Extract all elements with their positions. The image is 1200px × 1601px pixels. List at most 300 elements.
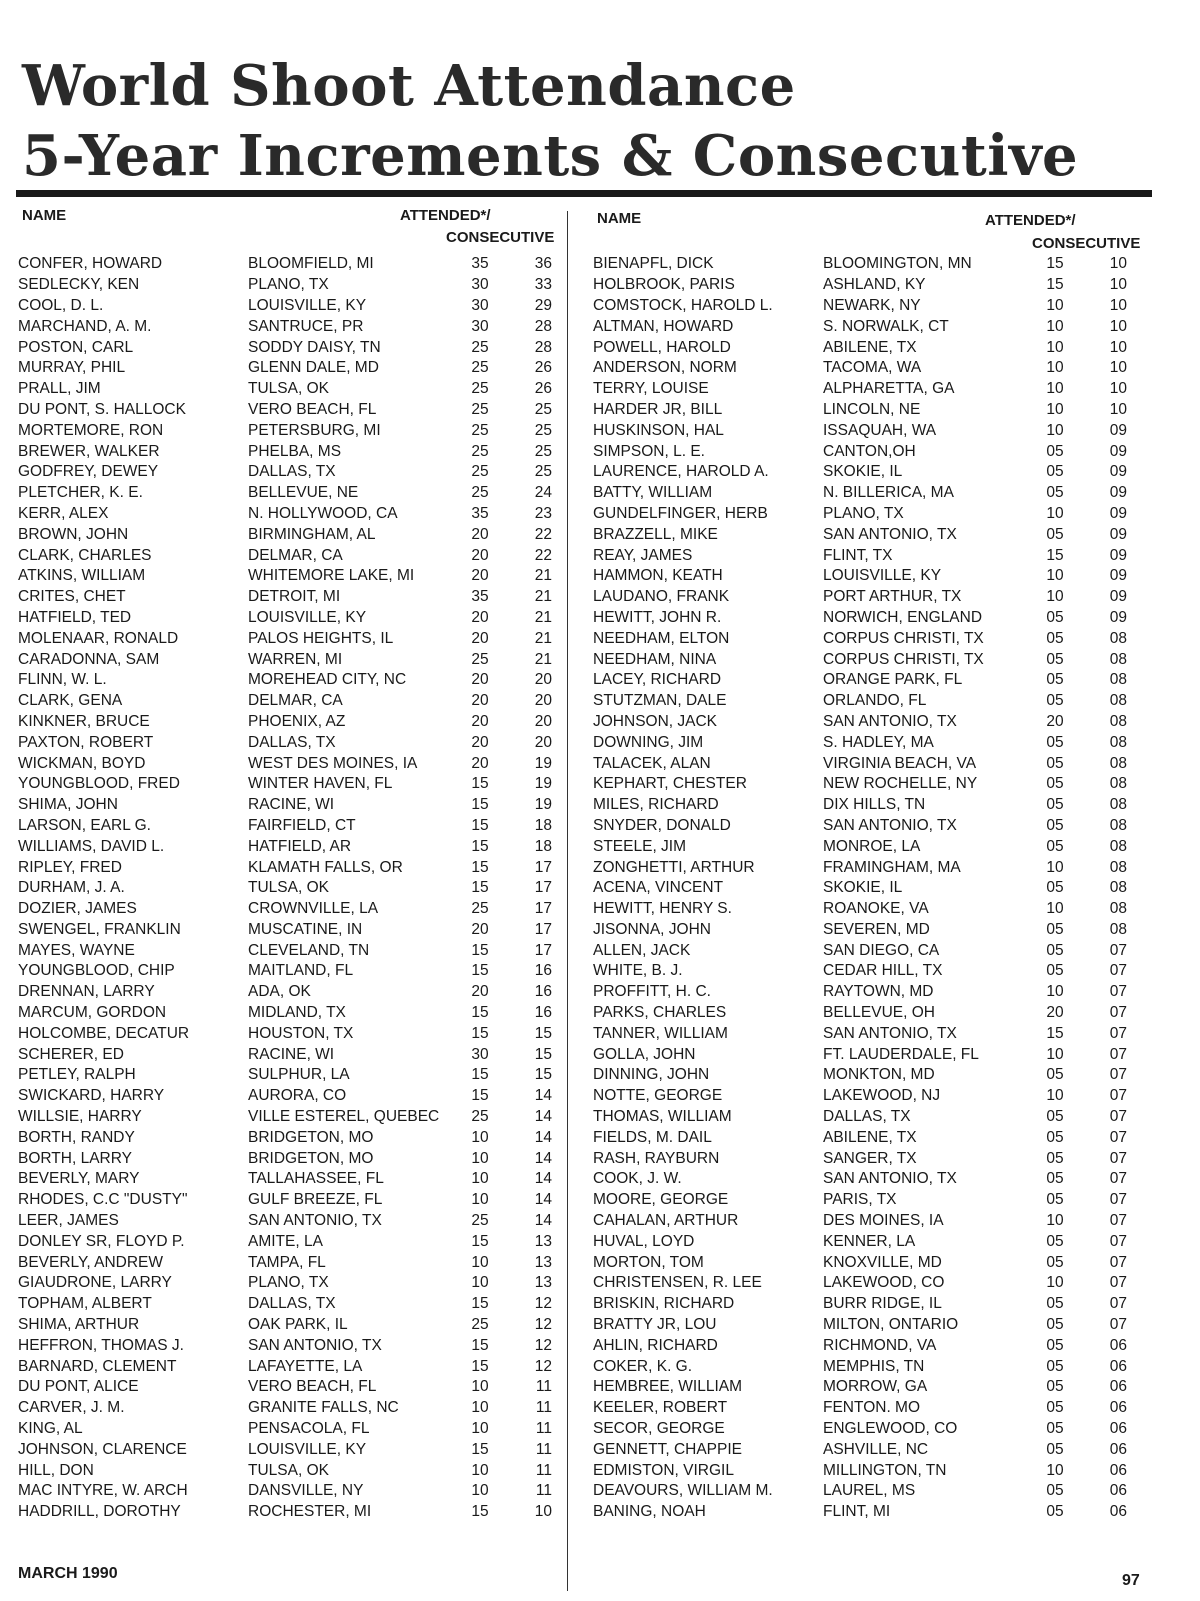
shooter-city: WEST DES MOINES, IA xyxy=(248,754,418,772)
attended-count: 20 xyxy=(1046,712,1064,730)
table-row xyxy=(18,857,578,878)
attended-count: 15 xyxy=(471,941,489,959)
table-row xyxy=(18,670,578,691)
attended-count: 15 xyxy=(1046,255,1064,273)
table-row xyxy=(593,1419,1153,1440)
attended-count: 10 xyxy=(471,1274,489,1292)
title-rule xyxy=(16,190,1152,197)
shooter-city: PENSACOLA, FL xyxy=(248,1420,370,1438)
attended-count: 15 xyxy=(471,1024,489,1042)
consecutive-count: 14 xyxy=(534,1087,552,1105)
shooter-city: ABILENE, TX xyxy=(823,1128,917,1146)
shooter-name: CLARK, CHARLES xyxy=(18,546,152,564)
shooter-city: ORLANDO, FL xyxy=(823,692,927,710)
table-row xyxy=(593,982,1153,1003)
consecutive-count: 17 xyxy=(534,941,552,959)
consecutive-count: 07 xyxy=(1109,1108,1127,1126)
table-row xyxy=(593,337,1153,358)
consecutive-count: 21 xyxy=(534,567,552,585)
shooter-name: LARSON, EARL G. xyxy=(18,816,151,834)
shooter-city: TAMPA, FL xyxy=(248,1253,326,1271)
table-row xyxy=(593,691,1153,712)
table-row xyxy=(18,1481,578,1502)
shooter-city: CANTON,OH xyxy=(823,442,916,460)
consecutive-count: 08 xyxy=(1109,920,1127,938)
table-row xyxy=(18,1148,578,1169)
attended-count: 20 xyxy=(471,608,489,626)
table-row xyxy=(593,795,1153,816)
shooter-name: COMSTOCK, HAROLD L. xyxy=(593,296,773,314)
shooter-name: HAMMON, KEATH xyxy=(593,567,723,585)
shooter-name: COOL, D. L. xyxy=(18,296,104,314)
attended-count: 10 xyxy=(471,1420,489,1438)
shooter-name: LAURENCE, HAROLD A. xyxy=(593,463,769,481)
consecutive-count: 29 xyxy=(534,296,552,314)
right-attended-header: ATTENDED*/ xyxy=(985,212,1076,229)
shooter-city: N. HOLLYWOOD, CA xyxy=(248,504,398,522)
table-row xyxy=(18,524,578,545)
table-row xyxy=(593,545,1153,566)
table-row xyxy=(593,1273,1153,1294)
shooter-name: MURRAY, PHIL xyxy=(18,359,126,377)
shooter-city: TULSA, OK xyxy=(248,1461,329,1479)
table-row xyxy=(18,878,578,899)
table-row xyxy=(593,358,1153,379)
attended-count: 15 xyxy=(471,1336,489,1354)
shooter-city: GRANITE FALLS, NC xyxy=(248,1399,399,1417)
shooter-name: GENNETT, CHAPPIE xyxy=(593,1440,742,1458)
attended-count: 05 xyxy=(1046,1128,1064,1146)
shooter-city: CORPUS CHRISTI, TX xyxy=(823,650,984,668)
table-row xyxy=(18,1502,578,1523)
attended-count: 10 xyxy=(471,1482,489,1500)
consecutive-count: 10 xyxy=(1109,276,1127,294)
table-row xyxy=(593,1294,1153,1315)
table-row xyxy=(593,566,1153,587)
shooter-name: PETLEY, RALPH xyxy=(18,1066,136,1084)
attended-count: 25 xyxy=(471,421,489,439)
attended-count: 10 xyxy=(1046,317,1064,335)
consecutive-count: 10 xyxy=(1109,317,1127,335)
table-row xyxy=(593,732,1153,753)
attended-count: 25 xyxy=(471,463,489,481)
consecutive-count: 09 xyxy=(1109,421,1127,439)
consecutive-count: 11 xyxy=(535,1378,552,1396)
shooter-city: NEW ROCHELLE, NY xyxy=(823,775,978,793)
attended-count: 15 xyxy=(471,796,489,814)
shooter-name: BRISKIN, RICHARD xyxy=(593,1295,735,1313)
shooter-name: JOHNSON, JACK xyxy=(593,712,718,730)
table-row xyxy=(18,1377,578,1398)
shooter-name: SEDLECKY, KEN xyxy=(18,276,140,294)
table-row xyxy=(593,441,1153,462)
shooter-name: BRAZZELL, MIKE xyxy=(593,525,718,543)
attended-count: 10 xyxy=(1046,900,1064,918)
table-row xyxy=(18,379,578,400)
consecutive-count: 11 xyxy=(535,1420,552,1438)
shooter-name: ANDERSON, NORM xyxy=(593,359,737,377)
shooter-city: MONROE, LA xyxy=(823,837,921,855)
table-row xyxy=(593,1231,1153,1252)
shooter-city: BLOOMINGTON, MN xyxy=(823,255,972,273)
consecutive-count: 17 xyxy=(534,858,552,876)
consecutive-count: 10 xyxy=(1109,296,1127,314)
shooter-city: SAN ANTONIO, TX xyxy=(823,712,957,730)
attended-count: 05 xyxy=(1046,525,1064,543)
shooter-name: HEFFRON, THOMAS J. xyxy=(18,1336,184,1354)
table-row xyxy=(18,1252,578,1273)
right-name-header: NAME xyxy=(597,210,642,227)
shooter-name: MAC INTYRE, W. ARCH xyxy=(18,1482,188,1500)
shooter-city: ISSAQUAH, WA xyxy=(823,421,937,439)
table-row xyxy=(18,1107,578,1128)
table-row xyxy=(18,462,578,483)
table-row xyxy=(18,961,578,982)
table-row xyxy=(18,1273,578,1294)
consecutive-count: 08 xyxy=(1109,816,1127,834)
shooter-name: COOK, J. W. xyxy=(593,1170,682,1188)
page-title-line2: 5-Year Increments & Consecutive xyxy=(22,123,1079,189)
shooter-name: CARADONNA, SAM xyxy=(18,650,160,668)
consecutive-count: 09 xyxy=(1109,525,1127,543)
consecutive-count: 09 xyxy=(1109,442,1127,460)
attended-count: 10 xyxy=(1046,858,1064,876)
shooter-name: SHIMA, ARTHUR xyxy=(18,1316,140,1334)
table-row xyxy=(593,670,1153,691)
table-row xyxy=(593,608,1153,629)
consecutive-count: 11 xyxy=(535,1440,552,1458)
consecutive-count: 07 xyxy=(1109,1128,1127,1146)
consecutive-count: 08 xyxy=(1109,671,1127,689)
shooter-city: AURORA, CO xyxy=(248,1087,347,1105)
attended-count: 05 xyxy=(1046,484,1064,502)
attended-count: 05 xyxy=(1046,941,1064,959)
shooter-city: LAFAYETTE, LA xyxy=(248,1357,363,1375)
consecutive-count: 16 xyxy=(534,962,552,980)
consecutive-count: 09 xyxy=(1109,546,1127,564)
shooter-city: S. HADLEY, MA xyxy=(823,733,934,751)
shooter-name: GIAUDRONE, LARRY xyxy=(18,1274,172,1292)
shooter-city: WINTER HAVEN, FL xyxy=(248,775,393,793)
shooter-name: HADDRILL, DOROTHY xyxy=(18,1503,181,1521)
shooter-city: LINCOLN, NE xyxy=(823,400,921,418)
shooter-city: CEDAR HILL, TX xyxy=(823,962,943,980)
consecutive-count: 12 xyxy=(534,1316,552,1334)
table-row xyxy=(18,1003,578,1024)
consecutive-count: 14 xyxy=(534,1108,552,1126)
attended-count: 05 xyxy=(1046,463,1064,481)
shooter-city: ASHLAND, KY xyxy=(823,276,926,294)
attended-count: 05 xyxy=(1046,1316,1064,1334)
attended-count: 10 xyxy=(1046,567,1064,585)
table-row xyxy=(593,1023,1153,1044)
table-row xyxy=(593,1481,1153,1502)
consecutive-count: 14 xyxy=(534,1212,552,1230)
shooter-city: ADA, OK xyxy=(248,983,311,1001)
shooter-name: WILLIAMS, DAVID L. xyxy=(18,837,165,855)
shooter-city: SAN ANTONIO, TX xyxy=(823,816,957,834)
shooter-city: ASHVILLE, NC xyxy=(823,1440,929,1458)
table-row xyxy=(593,587,1153,608)
consecutive-count: 17 xyxy=(534,920,552,938)
shooter-name: RASH, RAYBURN xyxy=(593,1149,720,1167)
shooter-name: NOTTE, GEORGE xyxy=(593,1087,723,1105)
consecutive-count: 08 xyxy=(1109,692,1127,710)
attended-count: 05 xyxy=(1046,1378,1064,1396)
table-row xyxy=(18,1294,578,1315)
attended-count: 15 xyxy=(1046,546,1064,564)
shooter-city: TULSA, OK xyxy=(248,380,329,398)
consecutive-count: 17 xyxy=(534,879,552,897)
shooter-city: MONKTON, MD xyxy=(823,1066,935,1084)
consecutive-count: 08 xyxy=(1109,879,1127,897)
shooter-name: MAYES, WAYNE xyxy=(18,941,135,959)
attended-count: 25 xyxy=(471,359,489,377)
attended-count: 35 xyxy=(471,504,489,522)
shooter-city: KNOXVILLE, MD xyxy=(823,1253,942,1271)
shooter-city: RAYTOWN, MD xyxy=(823,983,934,1001)
attended-count: 10 xyxy=(1046,400,1064,418)
table-row xyxy=(18,920,578,941)
shooter-city: TACOMA, WA xyxy=(823,359,922,377)
consecutive-count: 06 xyxy=(1109,1357,1127,1375)
shooter-city: RACINE, WI xyxy=(248,1045,335,1063)
shooter-city: DIX HILLS, TN xyxy=(823,796,926,814)
consecutive-count: 07 xyxy=(1109,1024,1127,1042)
shooter-city: PALOS HEIGHTS, IL xyxy=(248,629,394,647)
shooter-name: POWELL, HAROLD xyxy=(593,338,731,356)
consecutive-count: 36 xyxy=(534,255,552,273)
consecutive-count: 08 xyxy=(1109,858,1127,876)
shooter-city: FENTON. MO xyxy=(823,1399,921,1417)
shooter-name: SHIMA, JOHN xyxy=(18,796,118,814)
attended-count: 05 xyxy=(1046,1420,1064,1438)
page-number: 97 xyxy=(1122,1572,1140,1589)
table-row xyxy=(593,899,1153,920)
attended-count: 25 xyxy=(471,650,489,668)
table-row xyxy=(18,1190,578,1211)
consecutive-count: 07 xyxy=(1109,1232,1127,1250)
shooter-city: DELMAR, CA xyxy=(248,546,343,564)
shooter-city: BRIDGETON, MO xyxy=(248,1128,374,1146)
consecutive-count: 06 xyxy=(1109,1420,1127,1438)
shooter-name: DOWNING, JIM xyxy=(593,733,704,751)
shooter-name: DONLEY SR, FLOYD P. xyxy=(18,1232,185,1250)
consecutive-count: 06 xyxy=(1109,1378,1127,1396)
consecutive-count: 08 xyxy=(1109,775,1127,793)
shooter-name: CARVER, J. M. xyxy=(18,1399,125,1417)
attended-count: 15 xyxy=(1046,276,1064,294)
attended-count: 05 xyxy=(1046,733,1064,751)
table-row xyxy=(593,649,1153,670)
consecutive-count: 21 xyxy=(534,608,552,626)
shooter-city: TULSA, OK xyxy=(248,879,329,897)
table-row xyxy=(593,1335,1153,1356)
shooter-name: SWENGEL, FRANKLIN xyxy=(18,920,181,938)
attended-count: 15 xyxy=(471,962,489,980)
consecutive-count: 13 xyxy=(534,1232,552,1250)
table-row xyxy=(18,1127,578,1148)
shooter-city: HATFIELD, AR xyxy=(248,837,352,855)
shooter-city: VIRGINIA BEACH, VA xyxy=(823,754,977,772)
shooter-city: SKOKIE, IL xyxy=(823,879,903,897)
shooter-city: MILTON, ONTARIO xyxy=(823,1316,959,1334)
shooter-city: GLENN DALE, MD xyxy=(248,359,379,377)
consecutive-count: 09 xyxy=(1109,588,1127,606)
shooter-name: BARNARD, CLEMENT xyxy=(18,1357,177,1375)
attended-count: 05 xyxy=(1046,1336,1064,1354)
attended-count: 15 xyxy=(471,1357,489,1375)
table-row xyxy=(593,275,1153,296)
table-row xyxy=(593,254,1153,275)
table-row xyxy=(593,940,1153,961)
consecutive-count: 07 xyxy=(1109,1316,1127,1334)
shooter-name: THOMAS, WILLIAM xyxy=(593,1108,732,1126)
attended-count: 05 xyxy=(1046,692,1064,710)
shooter-city: VERO BEACH, FL xyxy=(248,400,377,418)
shooter-city: DALLAS, TX xyxy=(823,1108,911,1126)
consecutive-count: 28 xyxy=(534,317,552,335)
shooter-city: BIRMINGHAM, AL xyxy=(248,525,376,543)
shooter-name: LACEY, RICHARD xyxy=(593,671,722,689)
shooter-city: SANGER, TX xyxy=(823,1149,917,1167)
shooter-city: MAITLAND, FL xyxy=(248,962,354,980)
shooter-name: CAHALAN, ARTHUR xyxy=(593,1212,739,1230)
shooter-name: BEVERLY, ANDREW xyxy=(18,1253,164,1271)
shooter-name: WICKMAN, BOYD xyxy=(18,754,146,772)
consecutive-count: 19 xyxy=(534,796,552,814)
shooter-name: REAY, JAMES xyxy=(593,546,693,564)
attended-count: 20 xyxy=(471,983,489,1001)
table-row xyxy=(18,649,578,670)
attended-count: 10 xyxy=(1046,359,1064,377)
shooter-name: SECOR, GEORGE xyxy=(593,1420,725,1438)
attended-count: 10 xyxy=(1046,504,1064,522)
table-row xyxy=(18,1211,578,1232)
attended-count: 10 xyxy=(1046,380,1064,398)
consecutive-count: 21 xyxy=(534,650,552,668)
table-row xyxy=(593,628,1153,649)
shooter-city: DALLAS, TX xyxy=(248,733,336,751)
shooter-name: HEWITT, HENRY S. xyxy=(593,900,732,918)
shooter-name: MOORE, GEORGE xyxy=(593,1191,729,1209)
shooter-city: DETROIT, MI xyxy=(248,588,341,606)
shooter-city: NEWARK, NY xyxy=(823,296,921,314)
shooter-name: STUTZMAN, DALE xyxy=(593,692,727,710)
shooter-city: N. BILLERICA, MA xyxy=(823,484,954,502)
consecutive-count: 33 xyxy=(534,276,552,294)
table-row xyxy=(18,816,578,837)
page-title-line1: World Shoot Attendance xyxy=(22,53,796,119)
shooter-city: AMITE, LA xyxy=(248,1232,323,1250)
consecutive-count: 06 xyxy=(1109,1336,1127,1354)
shooter-name: BANING, NOAH xyxy=(593,1503,706,1521)
shooter-city: SAN ANTONIO, TX xyxy=(248,1336,382,1354)
consecutive-count: 25 xyxy=(534,442,552,460)
consecutive-count: 20 xyxy=(534,733,552,751)
shooter-name: HUSKINSON, HAL xyxy=(593,421,724,439)
table-row xyxy=(18,1315,578,1336)
shooter-city: FRAMINGHAM, MA xyxy=(823,858,961,876)
attended-count: 05 xyxy=(1046,608,1064,626)
consecutive-count: 07 xyxy=(1109,983,1127,1001)
attended-count: 05 xyxy=(1046,816,1064,834)
shooter-name: DU PONT, S. HALLOCK xyxy=(18,400,186,418)
table-row xyxy=(593,1398,1153,1419)
shooter-city: SAN DIEGO, CA xyxy=(823,941,940,959)
table-row xyxy=(593,1460,1153,1481)
table-row xyxy=(593,1148,1153,1169)
consecutive-count: 20 xyxy=(534,712,552,730)
shooter-city: RACINE, WI xyxy=(248,796,335,814)
consecutive-count: 07 xyxy=(1109,1087,1127,1105)
shooter-city: FAIRFIELD, CT xyxy=(248,816,356,834)
shooter-city: S. NORWALK, CT xyxy=(823,317,949,335)
shooter-city: LAUREL, MS xyxy=(823,1482,916,1500)
attended-count: 25 xyxy=(471,1108,489,1126)
shooter-name: GODFREY, DEWEY xyxy=(18,463,159,481)
attended-count: 15 xyxy=(471,1004,489,1022)
shooter-name: PROFFITT, H. C. xyxy=(593,983,711,1001)
shooter-name: BREWER, WALKER xyxy=(18,442,160,460)
shooter-name: COKER, K. G. xyxy=(593,1357,693,1375)
shooter-city: MILLINGTON, TN xyxy=(823,1461,947,1479)
attended-count: 15 xyxy=(1046,1024,1064,1042)
consecutive-count: 10 xyxy=(1109,359,1127,377)
shooter-city: ABILENE, TX xyxy=(823,338,917,356)
shooter-name: MOLENAAR, RONALD xyxy=(18,629,179,647)
attended-count: 10 xyxy=(1046,1274,1064,1292)
consecutive-count: 06 xyxy=(1109,1482,1127,1500)
consecutive-count: 26 xyxy=(534,359,552,377)
attended-count: 05 xyxy=(1046,1149,1064,1167)
consecutive-count: 07 xyxy=(1109,1212,1127,1230)
consecutive-count: 10 xyxy=(1109,255,1127,273)
consecutive-count: 06 xyxy=(1109,1503,1127,1521)
attended-count: 10 xyxy=(1046,1461,1064,1479)
attended-count: 15 xyxy=(471,1295,489,1313)
attended-count: 10 xyxy=(471,1191,489,1209)
attended-count: 10 xyxy=(1046,588,1064,606)
shooter-name: KING, AL xyxy=(18,1420,83,1438)
shooter-name: FIELDS, M. DAIL xyxy=(593,1128,712,1146)
consecutive-count: 25 xyxy=(534,400,552,418)
attended-count: 05 xyxy=(1046,879,1064,897)
table-row xyxy=(18,836,578,857)
table-row xyxy=(18,795,578,816)
table-row xyxy=(18,753,578,774)
attended-count: 15 xyxy=(471,1503,489,1521)
attended-count: 20 xyxy=(471,754,489,772)
table-row xyxy=(593,1252,1153,1273)
shooter-name: ALTMAN, HOWARD xyxy=(593,317,734,335)
shooter-city: CLEVELAND, TN xyxy=(248,941,370,959)
consecutive-count: 08 xyxy=(1109,900,1127,918)
attended-count: 05 xyxy=(1046,837,1064,855)
attended-count: 20 xyxy=(1046,1004,1064,1022)
shooter-name: MARCUM, GORDON xyxy=(18,1004,167,1022)
shooter-name: GOLLA, JOHN xyxy=(593,1045,696,1063)
consecutive-count: 14 xyxy=(534,1128,552,1146)
table-row xyxy=(593,316,1153,337)
shooter-city: NORWICH, ENGLAND xyxy=(823,608,983,626)
shooter-name: KERR, ALEX xyxy=(18,504,109,522)
consecutive-count: 08 xyxy=(1109,712,1127,730)
shooter-city: LOUISVILLE, KY xyxy=(248,296,367,314)
shooter-name: TERRY, LOUISE xyxy=(593,380,709,398)
attended-count: 10 xyxy=(471,1461,489,1479)
consecutive-count: 07 xyxy=(1109,1004,1127,1022)
